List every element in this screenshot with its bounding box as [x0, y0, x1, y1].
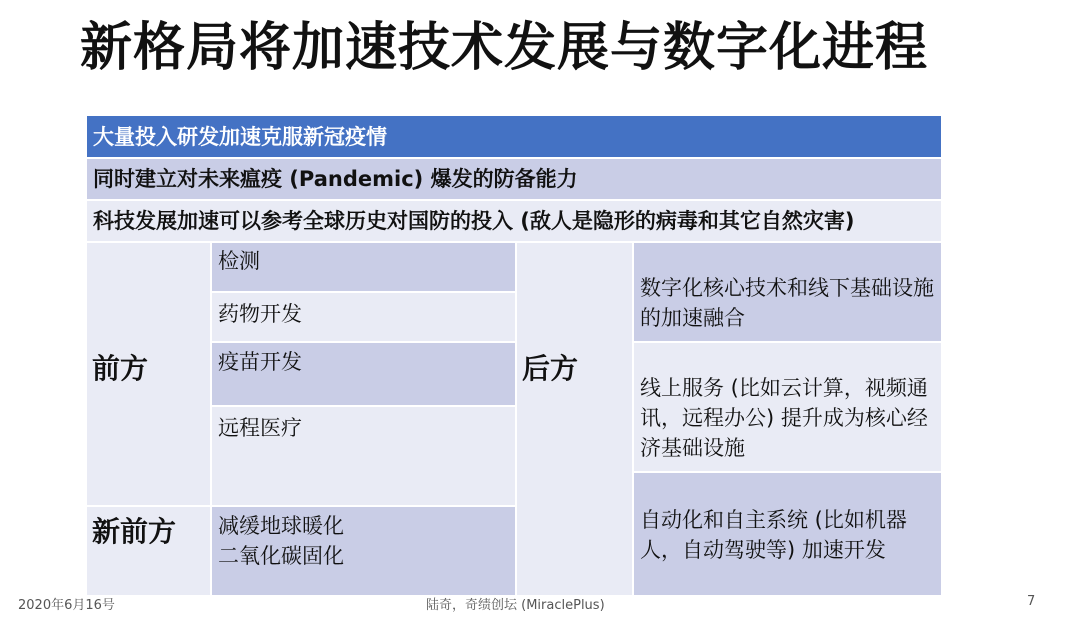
back-label: 后方	[522, 352, 579, 385]
new-front-label-cell	[86, 506, 211, 596]
item-text: 线上服务 (比如云计算，视频通讯，远程办公) 提升成为核心经济基础设施	[640, 376, 928, 460]
table-row	[86, 200, 942, 242]
item-text: 二氧化碳固化	[218, 544, 344, 568]
front-item-testing	[211, 242, 516, 292]
item-text: 药物开发	[218, 302, 302, 326]
item-text: 自动化和自主系统 (比如机器人，自动驾驶等) 加速开发	[640, 508, 907, 562]
item-text: 检测	[218, 249, 260, 273]
row-text: 同时建立对未来瘟疫 (Pandemic) 爆发的防备能力	[93, 167, 578, 191]
footer-date: 2020年6月16号	[18, 598, 115, 613]
item-text: 数字化核心技术和线下基础设施的加速融合	[640, 276, 934, 330]
slide-title: 新格局将加速技术发展与数字化进程	[80, 18, 929, 78]
front-item-drug-dev	[211, 292, 516, 342]
front-label: 前方	[92, 352, 149, 385]
front-item-vaccine-dev	[211, 342, 516, 406]
page-number: 7	[1027, 594, 1036, 609]
row-text: 科技发展加速可以参考全球历史对国防的投入 (敌人是隐形的病毒和其它自然灾害)	[93, 209, 855, 233]
item-text: 疫苗开发	[218, 350, 302, 374]
new-front-label: 新前方	[92, 515, 177, 548]
back-item-automation	[633, 472, 942, 596]
back-item-digital-core	[633, 242, 942, 342]
new-front-items	[211, 506, 516, 596]
item-text: 远程医疗	[218, 416, 302, 440]
back-item-online-services	[633, 342, 942, 472]
item-text: 减缓地球暖化	[218, 514, 344, 538]
front-item-telemedicine	[211, 406, 516, 506]
table-row	[86, 158, 942, 200]
front-label-cell	[86, 242, 211, 506]
footer-author: 陆奇，奇绩创坛 (MiraclePlus)	[426, 598, 605, 613]
table-header-row	[86, 115, 942, 158]
back-label-cell	[516, 242, 633, 596]
header-row-text: 大量投入研发加速克服新冠疫情	[93, 124, 387, 149]
